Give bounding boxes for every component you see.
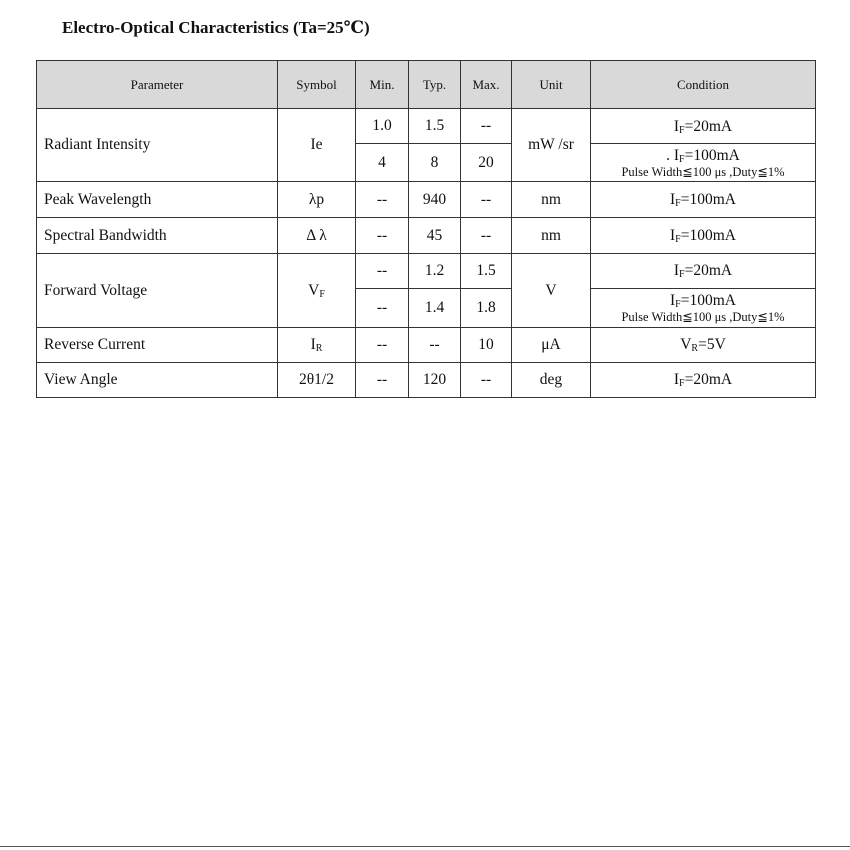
max-value: 10 <box>461 328 512 363</box>
max-value: -- <box>461 218 512 254</box>
pulse-note: Pulse Width≦100 μs ,Duty≦1% <box>621 164 785 179</box>
typ-value: 45 <box>409 218 461 254</box>
symbol-reverse-current: $I_R$ <box>278 328 356 363</box>
symbol-spectral-bandwidth: Δ λ <box>278 218 356 254</box>
condition-cell: $I_F=20mA$ <box>591 363 816 398</box>
condition-cell: $I_F=20mA$ <box>591 254 816 289</box>
typ-value: 1.4 <box>409 289 461 328</box>
param-spectral-bandwidth: Spectral Bandwidth <box>37 218 278 254</box>
table-header-row <box>37 61 816 109</box>
min-value: 1.0 <box>356 109 409 144</box>
param-peak-wavelength: Peak Wavelength <box>37 182 278 218</box>
max-value: -- <box>461 109 512 144</box>
typ-value: 120 <box>409 363 461 398</box>
condition-cell: $I_F=100mA$ <box>591 182 816 218</box>
symbol-radiant-intensity: Ie <box>278 109 356 182</box>
max-value: 1.5 <box>461 254 512 289</box>
max-value: 1.8 <box>461 289 512 328</box>
header-parameter: Parameter <box>37 61 278 109</box>
unit-forward-voltage: V <box>512 254 591 328</box>
min-value: 4 <box>356 144 409 182</box>
condition-cell: $I_F=100mA$ Pulse Width≦100 μs ,Duty≦1% <box>591 289 816 328</box>
header-unit: Unit <box>512 61 591 109</box>
param-reverse-current: Reverse Current <box>37 328 278 363</box>
section-title: Electro-Optical Characteristics (Ta=25℃) <box>62 18 370 37</box>
table-row <box>37 182 816 218</box>
unit-radiant-intensity: mW /sr <box>512 109 591 182</box>
max-value: 20 <box>461 144 512 182</box>
min-value: -- <box>356 363 409 398</box>
condition-cell: $I_F=20mA$ <box>591 109 816 144</box>
typ-value: 940 <box>409 182 461 218</box>
max-value: -- <box>461 182 512 218</box>
min-value: -- <box>356 254 409 289</box>
electro-optical-table <box>36 60 816 398</box>
param-forward-voltage: Forward Voltage <box>37 254 278 328</box>
param-radiant-intensity: Radiant Intensity <box>37 109 278 182</box>
table-row <box>37 328 816 363</box>
typ-value: -- <box>409 328 461 363</box>
condition-cell: $I_F=100mA$ <box>591 218 816 254</box>
table-row <box>37 363 816 398</box>
header-symbol: Symbol <box>278 61 356 109</box>
min-value: -- <box>356 182 409 218</box>
header-condition: Condition <box>591 61 816 109</box>
unit-spectral-bandwidth: nm <box>512 218 591 254</box>
unit-view-angle: deg <box>512 363 591 398</box>
page-bottom-rule <box>0 846 850 847</box>
typ-value: 1.5 <box>409 109 461 144</box>
table-row <box>37 254 816 289</box>
symbol-view-angle: 2θ1/2 <box>278 363 356 398</box>
symbol-peak-wavelength: λp <box>278 182 356 218</box>
header-max: Max. <box>461 61 512 109</box>
condition-cell: . $I_F=100mA$ Pulse Width≦100 μs ,Duty≦1% <box>591 144 816 182</box>
min-value: -- <box>356 289 409 328</box>
param-view-angle: View Angle <box>37 363 278 398</box>
symbol-forward-voltage: $V_F$ <box>278 254 356 328</box>
table-row <box>37 109 816 144</box>
condition-cell: $V_R=5V$ <box>591 328 816 363</box>
min-value: -- <box>356 218 409 254</box>
typ-value: 8 <box>409 144 461 182</box>
pulse-note: Pulse Width≦100 μs ,Duty≦1% <box>621 310 785 324</box>
unit-reverse-current: μA <box>512 328 591 363</box>
header-typ: Typ. <box>409 61 461 109</box>
table-row <box>37 218 816 254</box>
header-min: Min. <box>356 61 409 109</box>
max-value: -- <box>461 363 512 398</box>
unit-peak-wavelength: nm <box>512 182 591 218</box>
min-value: -- <box>356 328 409 363</box>
typ-value: 1.2 <box>409 254 461 289</box>
